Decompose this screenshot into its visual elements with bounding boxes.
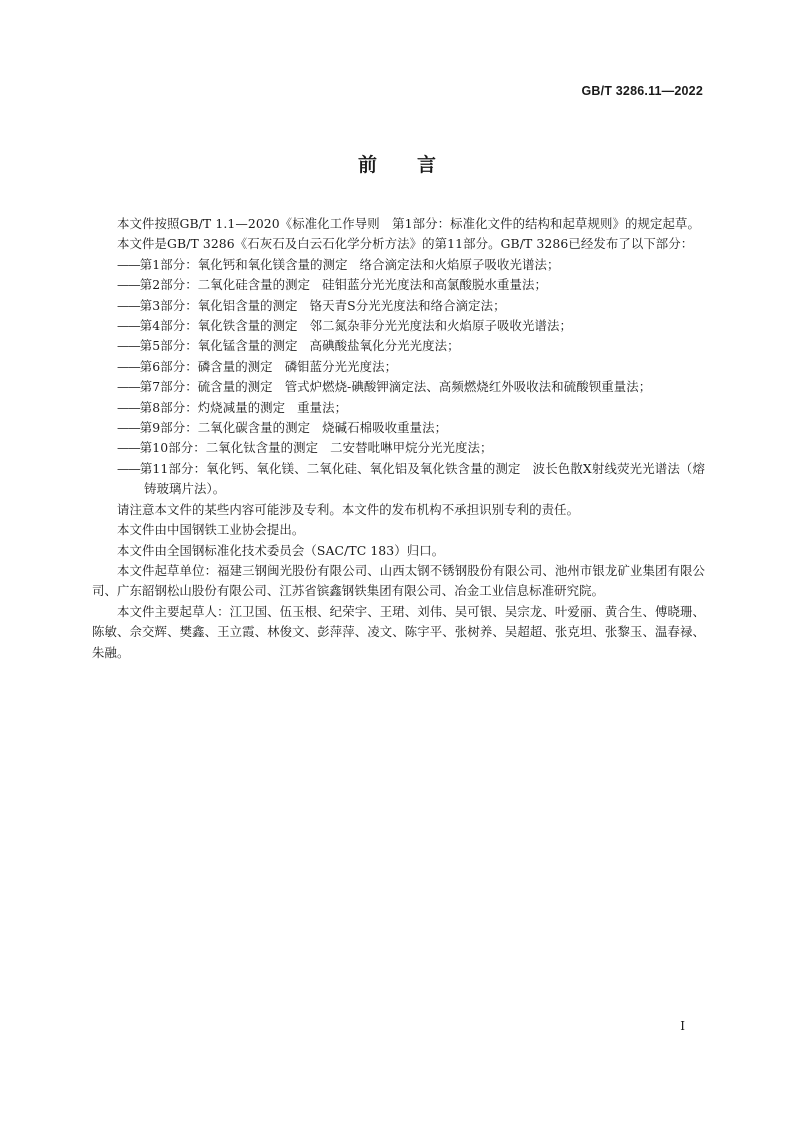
paragraph-drafting-rules: 本文件按照GB/T 1.1—2020《标准化工作导则 第1部分：标准化文件的结构和起草规则》的规定起草。: [117, 216, 700, 231]
list-item-part-5: ——第5部分：氧化锰含量的测定 高碘酸盐氧化分光光度法；: [117, 338, 460, 354]
paragraph-patent-notice: 请注意本文件的某些内容可能涉及专利。本文件的发布机构不承担识别专利的责任。: [117, 501, 580, 517]
paragraph-proposer: 本文件由中国钢铁工业协会提出。: [117, 522, 305, 538]
paragraph-drafting-units: 本文件起草单位：福建三钢闽光股份有限公司、山西太钢不锈钢股份有限公司、池州市银龙矿业集团有限公司、广东韶钢松山股份有限公司、江苏省镔鑫钢铁集团有限公司、冶金工业信息标准研究院。: [92, 562, 705, 599]
paragraph-administrator: 本文件由全国钢标准化技术委员会（SAC/TC 183）归口。: [117, 542, 445, 558]
page-title: 前言: [357, 154, 476, 176]
list-item-part-4: ——第4部分：氧化铁含量的测定 邻二氮杂菲分光光度法和火焰原子吸收光谱法；: [117, 318, 572, 334]
list-item-part-8: ——第8部分：灼烧减量的测定 重量法；: [117, 399, 348, 415]
standard-code: GB/T 3286.11—2022: [581, 84, 703, 98]
page-number: I: [680, 1019, 685, 1033]
list-item-part-9: ——第9部分：二氧化碳含量的测定 烧碱石棉吸收重量法；: [117, 420, 448, 436]
list-item-part-3: ——第3部分：氧化铝含量的测定 铬天青S分光光度法和络合滴定法；: [117, 297, 506, 313]
list-item-part-7: ——第7部分：硫含量的测定 管式炉燃烧-碘酸钾滴定法、高频燃烧红外吸收法和硫酸钡重量法；: [117, 379, 652, 395]
paragraph-series-intro: 本文件是GB/T 3286《石灰石及白云石化学分析方法》的第11部分。GB/T 3286已经发布了以下部分：: [117, 236, 694, 252]
list-item-part-11: ——第11部分：氧化钙、氧化镁、二氧化硅、氧化铝及氧化铁含量的测定 波长色散X射线荧光光谱法（熔铸玻璃片法）。: [117, 460, 705, 497]
document-body: [92, 214, 705, 663]
paragraph-drafters: 本文件主要起草人：江卫国、伍玉根、纪荣宇、王珺、刘伟、吴可银、吴宗龙、叶爱丽、黄合生、傅晓珊、陈敏、佘交辉、樊鑫、王立霞、林俊文、彭萍萍、凌文、陈宇平、张树养、吴超超、张克坦、张黎玉、温春禄、朱融。: [92, 603, 705, 660]
list-item-part-2: ——第2部分：二氧化硅含量的测定 硅钼蓝分光光度法和高氯酸脱水重量法；: [117, 277, 547, 293]
list-item-part-1: ——第1部分：氧化钙和氧化镁含量的测定 络合滴定法和火焰原子吸收光谱法；: [117, 256, 560, 272]
list-item-part-6: ——第6部分：磷含量的测定 磷钼蓝分光光度法；: [117, 358, 398, 374]
list-item-part-10: ——第10部分：二氧化钛含量的测定 二安替吡啉甲烷分光光度法；: [117, 440, 493, 456]
